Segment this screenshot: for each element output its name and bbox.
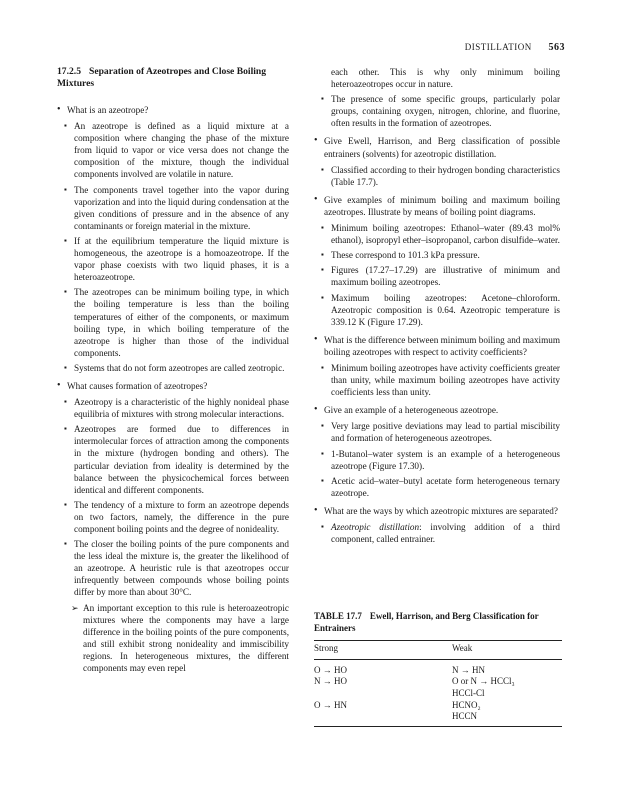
table-row: [314, 676, 562, 688]
table-row: [314, 659, 562, 676]
question-separation: • What are the ways by which azeotropic mixtures are separated?: [314, 505, 560, 517]
section-number: 17.2.5: [57, 66, 81, 77]
table-row: [314, 688, 562, 700]
question-causes: • What causes formation of azeotropes?: [57, 380, 289, 392]
list-item: ▪ 1-Butanol–water system is an example of a heterogeneous azeotrope (Figure 17.30).: [314, 448, 560, 472]
list-item: ▪ An azeotrope is defined as a liquid mixture at a composition where changing the phase of the mixture from liquid to vapor or vice versa does not change the composition of the mixture, though the individual components involved are volatile in nature.: [57, 120, 289, 180]
table-cell: N → HN: [452, 664, 485, 675]
question-examples: • Give examples of minimum boiling and maximum boiling azeotropes. Illustrate by means of boiling point diagrams.: [314, 194, 560, 218]
term: Azeotropic distillation: [331, 522, 420, 532]
list-item: ▪ The presence of some specific groups, particularly polar groups, containing oxygen, nitrogen, chlorine, and fluorine, often results in the formation of azeotropes.: [314, 93, 560, 129]
table-label: TABLE 17.7: [314, 611, 362, 621]
list-item: ▪ The tendency of a mixture to form an azeotrope depends on two factors, namely, the difference in the pure component boiling points and the degree of nonideality.: [57, 499, 289, 535]
section-heading: [57, 66, 289, 90]
table-cell: HCCN: [452, 711, 562, 726]
table-title: Ewell, Harrison, and Berg Classification for Entrainers: [314, 611, 539, 633]
list-item: ▪ Minimum boiling azeotropes: Ethanol–water (89.43 mol% ethanol), isopropyl ether–isopropanol, carbon disulfide–water.: [314, 222, 560, 246]
page-number: 563: [548, 42, 565, 53]
entrainer-table: [314, 640, 562, 727]
right-column: [314, 66, 560, 548]
section-title: Separation of Azeotropes and Close Boiling Mixtures: [57, 66, 267, 89]
list-item: ▪ These correspond to 101.3 kPa pressure.: [314, 249, 560, 261]
list-item: ▪ Acetic acid–water–butyl acetate form heterogeneous ternary azeotrope.: [314, 475, 560, 499]
table-row: [314, 700, 562, 712]
list-item: ▪ The components travel together into the vapor during vaporization and into the liquid during condensation at the given conditions of pressure and in the absence of any contaminants or foreign material in the mixture.: [57, 184, 289, 232]
left-column: [57, 66, 289, 676]
list-item: ▪ The azeotropes can be minimum boiling type, in which the boiling temperature is less than the boiling temperatures of either of the components, or maximum boiling type, in which boiling temperature of the azeotrope is higher than those of the individual components.: [57, 286, 289, 359]
list-item: ▪ Azeotropy is a characteristic of the highly nonideal phase equilibria of mixtures with strong molecular interactions.: [57, 396, 289, 420]
list-subitem: ➢ An important exception to this rule is heteroazeotropic mixtures where the components may have a large difference in the boiling points of the pure components, and still exhibit strong nonideality and immiscibility regions. In heterogeneous mixtures, the different components may even repel: [57, 602, 289, 675]
table-cell: O → HO: [314, 664, 347, 675]
running-header: [465, 42, 565, 53]
table-17-7: [314, 611, 562, 727]
list-item: ▪ Minimum boiling azeotropes have activity coefficients greater than unity, while maximum boiling azeotropes have activity coefficients less than unity.: [314, 362, 560, 398]
continued-text: each other. This is why only minimum boiling heteroazeotropes occur in nature.: [331, 67, 560, 90]
table-cell: [314, 711, 452, 726]
running-title: DISTILLATION: [464, 42, 532, 52]
list-item: ▪ Maximum boiling azeotropes: Acetone–chloroform. Azeotropic composition is 0.64. Azeotropic temperature is 339.12 K (Figure 17.29).: [314, 292, 560, 328]
list-item: ▪ The closer the boiling points of the pure components and the less ideal the mixture is, the greater the likelihood of an azeotrope. A heuristic rule is that azeotropes occur infrequently between compounds whose boiling points differ by more than about 30°C.: [57, 538, 289, 598]
list-item: ▪ Very large positive deviations may lead to partial miscibility and formation of heterogeneous azeotropes.: [314, 420, 560, 444]
table-row: [314, 711, 562, 726]
question-entrainers: • Give Ewell, Harrison, and Berg classification of possible entrainers (solvents) for azeotropic distillation.: [314, 135, 560, 159]
list-item: ▪ If at the equilibrium temperature the liquid mixture is homogeneous, the azeotrope is a homoazeotrope. If the vapor phase coexists with two liquid phases, it is a heteroazeotrope.: [57, 235, 289, 283]
question-activity-coefficients: • What is the difference between minimum boiling and maximum boiling azeotropes with respect to activity coefficients?: [314, 334, 560, 358]
question-what-is-azeotrope: • What is an azeotrope?: [57, 104, 289, 116]
column-header: Strong: [314, 641, 452, 660]
table-cell: O → HN: [314, 699, 347, 710]
list-item: ▪ Azeotropes are formed due to differences in intermolecular forces of attraction among the components in the mixture (hydrogen bonding and others). The particular deviation from ideality is determined by the balance between the physicochemical forces between identical and different components.: [57, 423, 289, 496]
list-item: ▪ Figures (17.27–17.29) are illustrative of minimum and maximum boiling azeotropes.: [314, 264, 560, 288]
column-header: Weak: [452, 641, 562, 660]
table-cell: HCNO₂: [452, 699, 481, 710]
table-cell: O or N → HCCl₃: [452, 676, 515, 687]
question-heterogeneous: • Give an example of a heterogeneous azeotrope.: [314, 404, 560, 416]
table-cell: HCCl-Cl: [452, 687, 485, 698]
table-cell: N → HO: [314, 676, 347, 687]
list-item: ▪ Classified according to their hydrogen bonding characteristics (Table 17.7).: [314, 164, 560, 188]
list-item: ▪ Systems that do not form azeotropes are called zeotropic.: [57, 362, 289, 374]
table-caption: [314, 611, 562, 634]
list-item: ▪ Azeotropic distillation: involving addition of a third component, called entrainer.: [314, 521, 560, 545]
table-cell: [314, 688, 452, 700]
